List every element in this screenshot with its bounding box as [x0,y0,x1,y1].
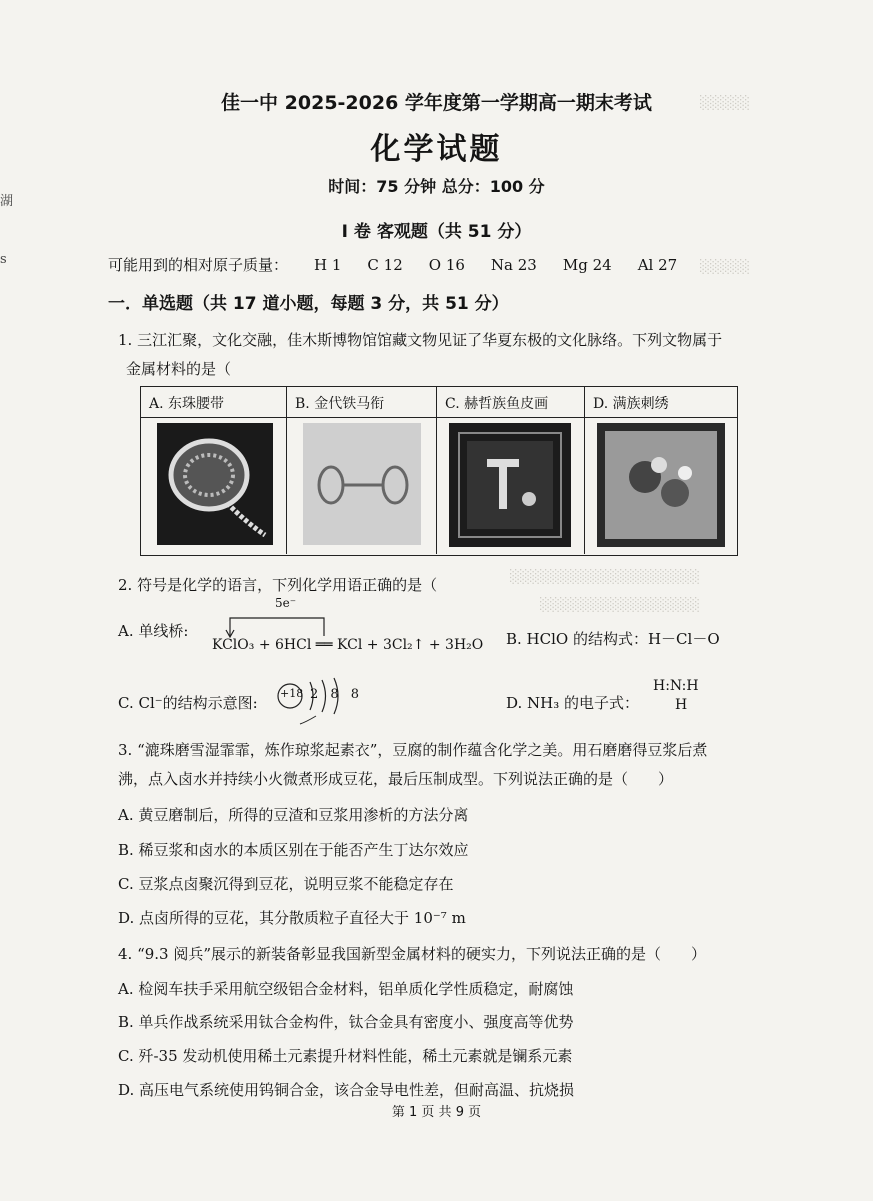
q3-option-a: A. 黄豆磨制后，所得的豆渣和豆浆用渗析的方法分离 [118,806,469,824]
electron-transfer-label: 5e⁻ [275,596,297,610]
q2-option-d-label: D. NH₃ 的电子式： [506,694,640,712]
q3-option-c: C. 豆浆点卤聚沉得到豆花，说明豆浆不能稳定存在 [118,875,454,893]
q2-option-b: B. HClO 的结构式：H－Cl－O [506,630,720,648]
q3-option-d: D. 点卤所得的豆花，其分散质粒子直径大于 10⁻⁷ m [118,909,466,927]
mass-item: Mg 24 [562,256,612,274]
ammonia-electron-formula-bottom: H [675,697,688,713]
q2-option-a-label: A. 单线桥: [118,622,189,640]
bleed-through-text: ░░░░░░░░░░░░░░░░░░░ [510,570,700,585]
option-d-label: D. 满族刺绣 [593,396,669,412]
q4-option-d: D. 高压电气系统使用钨铜合金，该合金导电性差，但耐高温、抗烧损 [118,1081,575,1099]
bleed-through-text: ░░░░░ [700,96,750,111]
atomic-masses-label: 可能用到的相对原子质量： [108,256,289,274]
mass-item: H 1 [314,256,342,274]
mass-item: Al 27 [637,256,678,274]
option-a-label: A. 东珠腰带 [149,396,225,412]
q1-stem-cont: 金属材料的是（ [126,360,232,378]
margin-mark: s [0,252,7,267]
bleed-through-text: ░░░░░░░░░░░░░░░░ [540,598,700,613]
pearl-belt-image [157,423,273,545]
q1-stem: 1. 三江汇聚，文化交融，佳木斯博物馆馆藏文物见证了华夏东极的文化脉络。下列文物属于 [118,331,723,349]
q4-option-c: C. 歼-35 发动机使用稀土元素提升材料性能，稀土元素就是镧系元素 [118,1047,573,1065]
option-b-label: B. 金代铁马衔 [295,396,385,412]
artifact-table [140,386,738,556]
ammonia-electron-formula-top: H:N:H [653,678,699,694]
mass-item: C 12 [367,256,403,274]
q2-stem: 2. 符号是化学的语言，下列化学用语正确的是（ [118,576,438,594]
atomic-masses [108,254,677,275]
single-bridge-arrow [220,612,340,638]
margin-mark: 湖 [0,194,14,209]
electron-shells: 2 8 8 [310,687,364,702]
artifact-option-a [141,387,287,554]
q4-option-a: A. 检阅车扶手采用航空级铝合金材料，铝单质化学性质稳定，耐腐蚀 [118,980,574,998]
artifact-option-b [287,387,437,554]
option-c-label: C. 赫哲族鱼皮画 [445,396,549,412]
artifact-option-c [437,387,585,554]
nucleus-charge: +18 [280,687,304,700]
part1-heading: 一．单选题（共 17 道小题，每题 3 分，共 51 分） [108,294,509,314]
mass-item: Na 23 [490,256,537,274]
page-number: 第 1 页 共 9 页 [391,1105,482,1120]
fish-skin-painting-image [449,423,571,547]
iron-bit-image [303,423,421,545]
q3-option-b: B. 稀豆浆和卤水的本质区别在于能否产生丁达尔效应 [118,841,469,859]
q4-option-b: B. 单兵作战系统采用钛合金构件，钛合金具有密度小、强度高等优势 [118,1013,574,1031]
q2-option-a-equation: KClO₃ + 6HCl ══ KCl + 3Cl₂↑ + 3H₂O [212,637,484,653]
section1-title: I 卷 客观题（共 51 分） [341,222,532,242]
subject-title: 化学试题 [370,132,503,167]
q4-stem: 4. “9.3 阅兵”展示的新装备彰显我国新型金属材料的硬实力，下列说法正确的是（ ） [118,945,707,963]
artifact-option-d [585,387,736,554]
embroidery-image [597,423,725,547]
q3-stem: 3. “漉珠磨雪湿霏霏，炼作琼浆起素衣”，豆腐的制作蕴含化学之美。用石磨磨得豆浆后煮 [118,741,708,759]
q2-option-c-label: C. Cl⁻的结构示意图: [118,694,258,712]
bleed-through-text: ░░░░░ [700,260,750,275]
mass-item: O 16 [428,256,465,274]
school-title: 佳一中 2025-2026 学年度第一学期高一期末考试 [221,92,652,114]
q3-stem-cont: 沸，点入卤水并持续小火微煮形成豆花，最后压制成型。下列说法正确的是（ ） [118,770,674,788]
time-info: 时间：75 分钟 总分：100 分 [328,177,545,196]
